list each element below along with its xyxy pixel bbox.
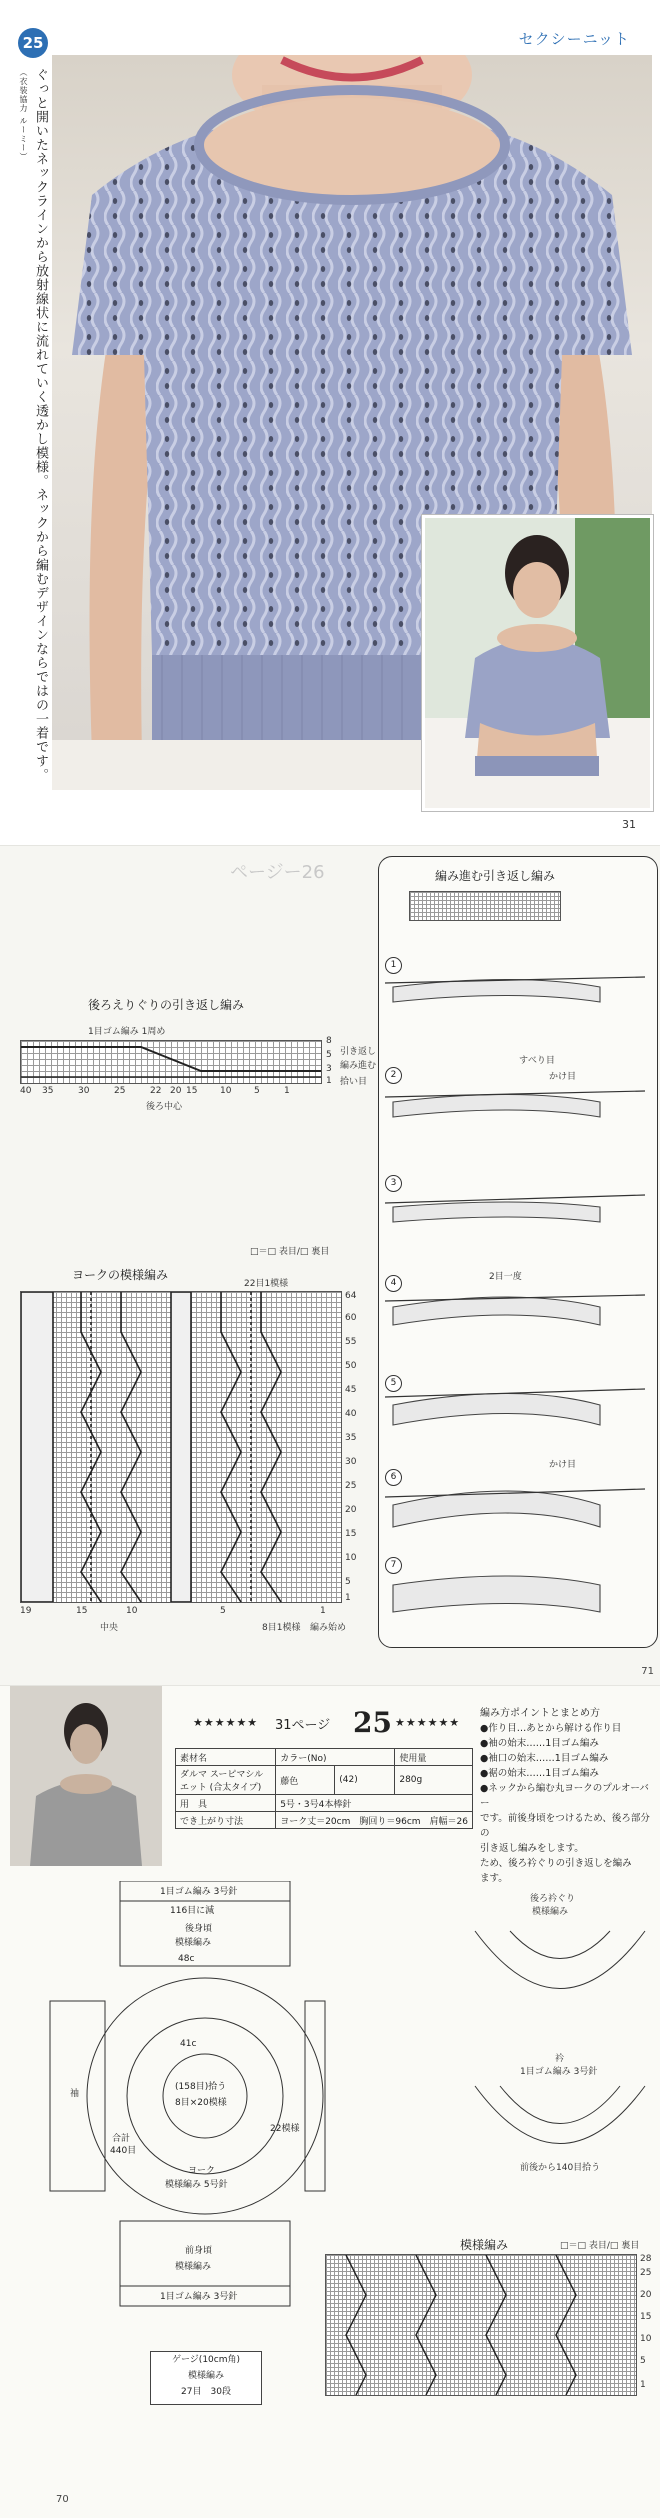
chart-page [0,845,660,1686]
axis-label: 25 [114,1086,126,1096]
pattern-chart-grid [325,2254,637,2396]
yoke-center-note: 中央 [100,1623,119,1633]
spec-amount: 280g [395,1766,473,1795]
count-22: 22模様 [270,2124,300,2134]
pattern-chart-title: 模様編み [460,2238,509,2252]
row-label: 5 [640,2356,646,2366]
step-4: 4 [385,1275,402,1292]
step-6: 6 [385,1469,402,1486]
notes-title: 編み方ポイントとまとめ方 [480,1708,600,1719]
gauge-line2: 27目 30段 [181,2387,231,2397]
axis-label: 35 [42,1086,54,1096]
back-neck-row-3: 3 [326,1064,332,1074]
spec-color: 藤色 [276,1766,335,1795]
back-neck-row-1: 1 [326,1076,332,1086]
step-note-k2tog: 2目一度 [489,1272,522,1282]
step-1: 1 [385,957,402,974]
description: ぐっと開いたネックラインから放射線状に流れていく透かし模様。ネックから編むデザインならではの一着です。 [33,68,48,782]
axis-label: 10 [220,1086,232,1096]
spec-header-material: 素材名 [176,1749,276,1766]
row-label: 50 [345,1361,357,1371]
collar-knit: 1目ゴム編み 3号針 [520,2067,598,2077]
axis-label: 22 [150,1086,162,1096]
yoke-start-note: 編み始め [310,1623,347,1633]
axis-label: 20 [170,1086,182,1096]
measure-41: 41c [180,2039,197,2049]
page-number-71: 71 [641,1666,654,1677]
note-line: ため、後ろ衿ぐりの引き返しを編み [480,1858,632,1869]
spec-material: ダルマ スーピマシルエット (合太タイプ) [176,1766,276,1795]
col-label: 5 [220,1606,226,1616]
heading-number: 25 [353,1706,392,1739]
spec-header-amount: 使用量 [395,1749,473,1766]
axis-label: 1 [284,1086,290,1096]
collar-pickup: 前後から140目拾う [520,2163,601,2173]
yoke-knit-label: 模様編み 5号針 [165,2180,228,2190]
row-label: 20 [345,1505,357,1515]
spec-header-color: カラー(No) [276,1749,395,1766]
row-label: 35 [345,1433,357,1443]
pattern-chart-marks [326,2255,636,2395]
yoke-repeat-note: 8目1模様 [262,1623,301,1633]
row-label: 55 [345,1337,357,1347]
axis-label: 30 [78,1086,90,1096]
short-row-steps-panel [378,856,658,1648]
back-neck-grid [20,1040,322,1084]
front-body-label: 前身頃 [185,2246,213,2256]
small-photo [10,1686,162,1866]
step-3: 3 [385,1175,402,1192]
spec-color-no: (42) [335,1766,395,1795]
gauge-box [150,2351,262,2405]
back-neck-diagram-knit: 模様編み [532,1907,569,1917]
row-label: 64 [345,1291,357,1301]
collar-title: 衿 [555,2054,565,2064]
note-line: ●ネックから編む丸ヨークのプルオーバー [480,1783,649,1809]
step-2: 2 [385,1067,402,1084]
back-neck-title: 後ろえりぐりの引き返し編み [88,998,245,1012]
note-line: 引き返し編みをします。 [480,1843,584,1854]
note-line: ●裾の始末……1目ゴム編み [480,1768,599,1779]
row-label: 40 [345,1409,357,1419]
inset-photo-illustration [425,518,650,808]
photo-page [0,0,660,845]
heading-page-ref: 31ページ [275,1718,331,1733]
measure-48: 48c [178,1954,195,1964]
row-label: 60 [345,1313,357,1323]
step-note-yo: かけ目 [549,1072,577,1082]
row-label: 20 [640,2290,652,2300]
yoke-title: ヨークの模様編み [72,1268,169,1282]
pattern-heading [175,1706,475,1746]
row-label: 15 [640,2312,652,2322]
col-label: 15 [76,1606,88,1616]
instruction-page [0,1685,660,2518]
back-neck-left-label: 1目ゴム編み 1周め [88,1027,166,1037]
pattern-legend: □＝□ 表目/□ 裏目 [560,2241,640,2251]
pattern-knit-label-2: 模様編み [175,2262,212,2272]
stitches-440: 440目 [110,2146,137,2156]
spec-tools-label: 用 具 [176,1795,276,1812]
yoke-row-labels [345,1291,371,1611]
step-note-yo-2: かけ目 [549,1460,577,1470]
description-text [30,68,50,788]
axis-label: 40 [20,1086,32,1096]
inner-8x20: 8目×20模様 [175,2098,227,2108]
note-line: です。前後身頃をつけるため、後ろ部分の [480,1813,650,1839]
stars-right: ★★★★★★ [395,1716,461,1729]
series-title: セクシーニット [518,30,630,48]
back-center-note: 後ろ中心 [146,1102,183,1112]
pattern-knit-label: 模様編み [175,1938,212,1948]
assembly-notes [480,1706,655,1886]
back-neck-note-2: 編み進む [340,1061,377,1071]
rib-count-top: 116目に減 [170,1906,215,1916]
page-number-70: 70 [56,2494,69,2505]
row-label: 28 [640,2254,652,2264]
note-line: ●作り目…あとから解ける作り目 [480,1723,622,1734]
back-neck-shaping [21,1041,321,1083]
axis-label: 15 [186,1086,198,1096]
pattern-row-labels [640,2254,658,2404]
rib-bottom-label: 1目ゴム編み 3号針 [160,2292,238,2302]
photo-credit: （衣装協力 ルーミー） [19,68,28,162]
garment-schematic [30,1881,330,2341]
yoke-top-note: 22目1模様 [244,1279,289,1289]
row-label: 5 [345,1577,351,1587]
back-body-label: 後身頃 [185,1924,213,1934]
spec-tools: 5号・3号4本棒針 [276,1795,473,1812]
step-note-slip: すべり目 [519,1056,555,1066]
symbol-legend: □＝□ 表目/□ 裏目 [250,1247,330,1257]
spec-size: ヨーク丈＝20cm 胸回り＝96cm 肩幅＝26 [276,1812,473,1829]
axis-label: 5 [254,1086,260,1096]
note-line: ます。 [480,1873,508,1884]
spec-size-label: でき上がり寸法 [176,1812,276,1829]
row-label: 1 [345,1593,351,1603]
stars-left: ★★★★★★ [193,1716,259,1729]
step-illustrations [385,877,655,1637]
row-label: 15 [345,1529,357,1539]
back-neck-note-3: 拾い目 [340,1077,368,1087]
rib-top-label: 1目ゴム編み 3号針 [160,1887,238,1897]
yoke-bottom-labels [20,1606,340,1620]
row-label: 25 [640,2268,652,2278]
gauge-line1: 模様編み [187,2371,224,2381]
sleeve-label: 袖 [70,2089,80,2099]
gauge-title: ゲージ(10cm角) [171,2355,240,2365]
total-label: 合計 [112,2134,131,2144]
row-label: 1 [640,2380,646,2390]
col-label: 19 [20,1606,32,1616]
row-label: 25 [345,1481,357,1491]
small-photo-illustration [10,1686,162,1866]
back-neck-row-8: 8 [326,1036,332,1046]
step-5: 5 [385,1375,402,1392]
inset-photo [422,515,653,811]
back-neck-row-5: 5 [326,1050,332,1060]
col-label: 10 [126,1606,138,1616]
faded-heading: ページー26 [230,862,325,883]
row-label: 30 [345,1457,357,1467]
pickup-158: (158目)拾う [175,2082,227,2092]
page-badge: 25 [18,28,48,58]
yoke-chart-pattern [21,1292,341,1602]
steps-title: 編み進む引き返し編み [435,869,556,883]
back-neck-note-1: 引き返し [340,1047,377,1057]
note-line: ●袖口の始末……1目ゴム編み [480,1753,609,1764]
inset-page-number: 31 [622,818,636,831]
back-neck-diagram-title: 後ろ衿ぐり [530,1894,576,1904]
row-label: 45 [345,1385,357,1395]
spec-table [175,1748,473,1829]
col-label: 1 [320,1606,326,1616]
back-neck-diagram [470,1926,650,2036]
step-7: 7 [385,1557,402,1574]
row-label: 10 [640,2334,652,2344]
yoke-chart-grid [20,1291,342,1603]
note-line: ●袖の始末……1目ゴム編み [480,1738,599,1749]
row-label: 10 [345,1553,357,1563]
yoke-label: ヨーク [188,2166,216,2176]
